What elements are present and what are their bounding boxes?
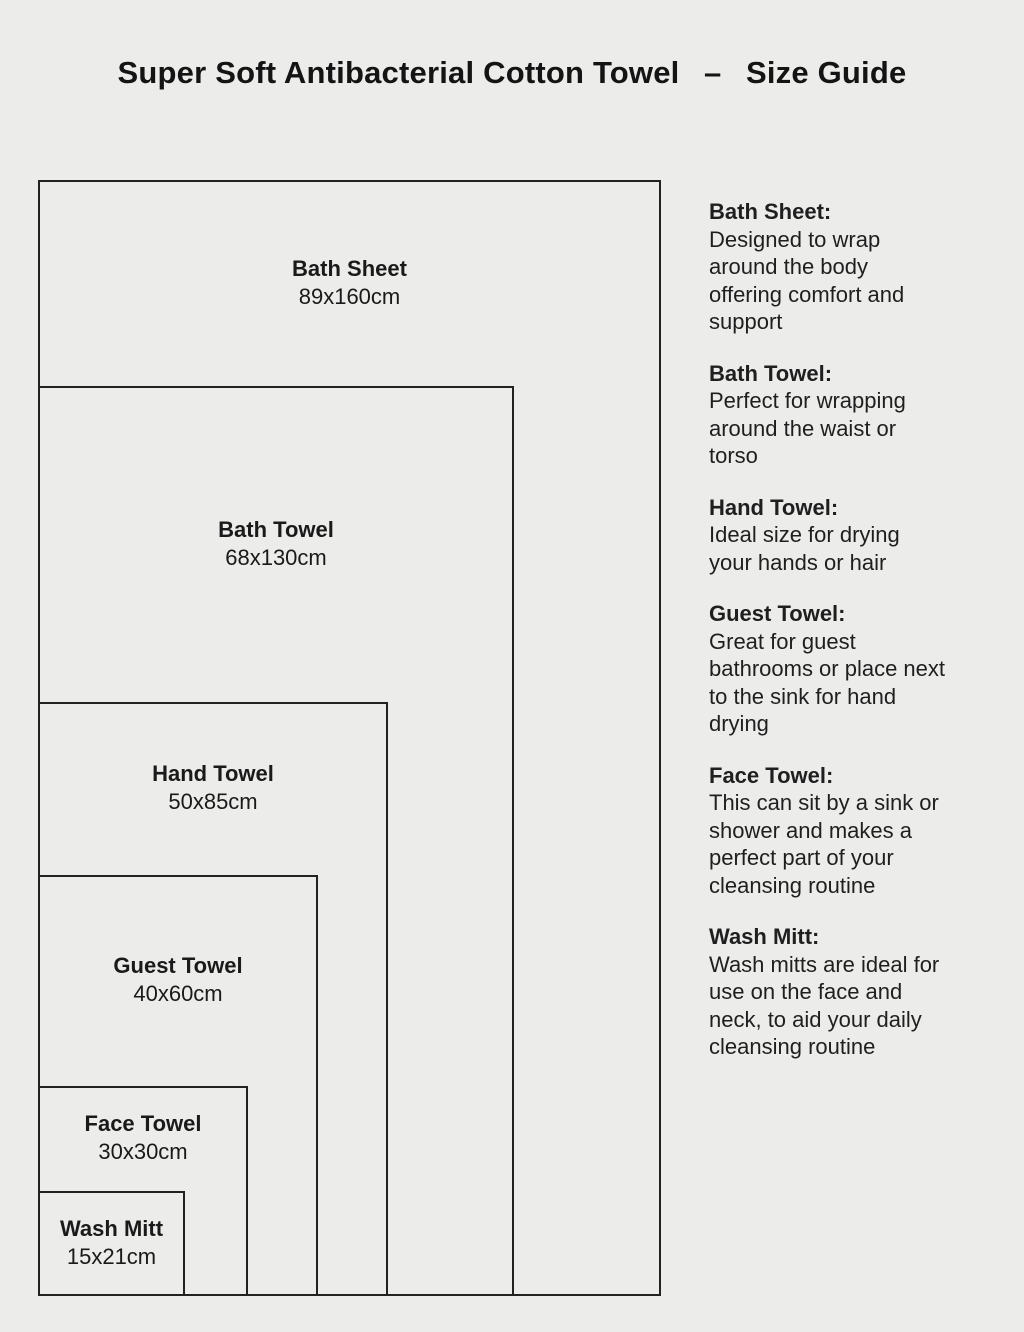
description-bath-towel (709, 360, 947, 470)
description-bath-sheet (709, 198, 947, 336)
description-title: Bath Sheet: (709, 199, 832, 224)
description-hand-towel (709, 494, 947, 577)
page-title: Super Soft Antibacterial Cotton Towel – Size Guide (117, 55, 907, 90)
description-body: Designed to wrap around the body offering comfort and support (709, 226, 905, 334)
towel-label-hand-towel (38, 760, 388, 816)
towel-label-guest-towel (38, 952, 318, 1008)
towel-label-bath-towel (38, 516, 514, 572)
towel-size: 15x21cm (66, 1244, 157, 1269)
description-wash-mitt (709, 923, 947, 1061)
towel-label-face-towel (38, 1110, 248, 1166)
description-body: This can sit by a sink or shower and makes a perfect part of your cleansing routine (709, 790, 939, 898)
towel-label-bath-sheet (38, 255, 661, 311)
towel-name: Bath Towel (218, 517, 334, 542)
towel-name: Face Towel (84, 1111, 202, 1136)
towel-name: Wash Mitt (59, 1216, 164, 1241)
description-title: Guest Towel: (709, 601, 846, 626)
towel-size: 68x130cm (225, 545, 327, 570)
towel-name: Hand Towel (152, 761, 274, 786)
description-body: Wash mitts are ideal for use on the face and neck, to aid your daily cleansing routine (709, 951, 940, 1059)
towel-size: 89x160cm (298, 284, 401, 309)
towel-size: 40x60cm (133, 981, 223, 1006)
towel-size: 50x85cm (168, 789, 258, 814)
description-body: Great for guest bathrooms or place next to the sink for hand drying (709, 628, 946, 736)
towel-size: 30x30cm (98, 1139, 188, 1164)
description-face-towel (709, 762, 947, 900)
description-body: Perfect for wrapping around the waist or torso (709, 388, 906, 468)
description-title: Wash Mitt: (709, 924, 820, 949)
description-guest-towel (709, 600, 947, 738)
description-title: Hand Towel: (709, 494, 839, 520)
descriptions-column (709, 198, 947, 1085)
towel-name: Bath Sheet (292, 256, 407, 281)
description-title: Bath Towel: (709, 360, 833, 386)
towel-name: Guest Towel (113, 953, 243, 978)
description-title: Face Towel: (709, 762, 834, 788)
towel-label-wash-mitt (38, 1215, 185, 1271)
description-body: Ideal size for drying your hands or hair (709, 522, 900, 575)
